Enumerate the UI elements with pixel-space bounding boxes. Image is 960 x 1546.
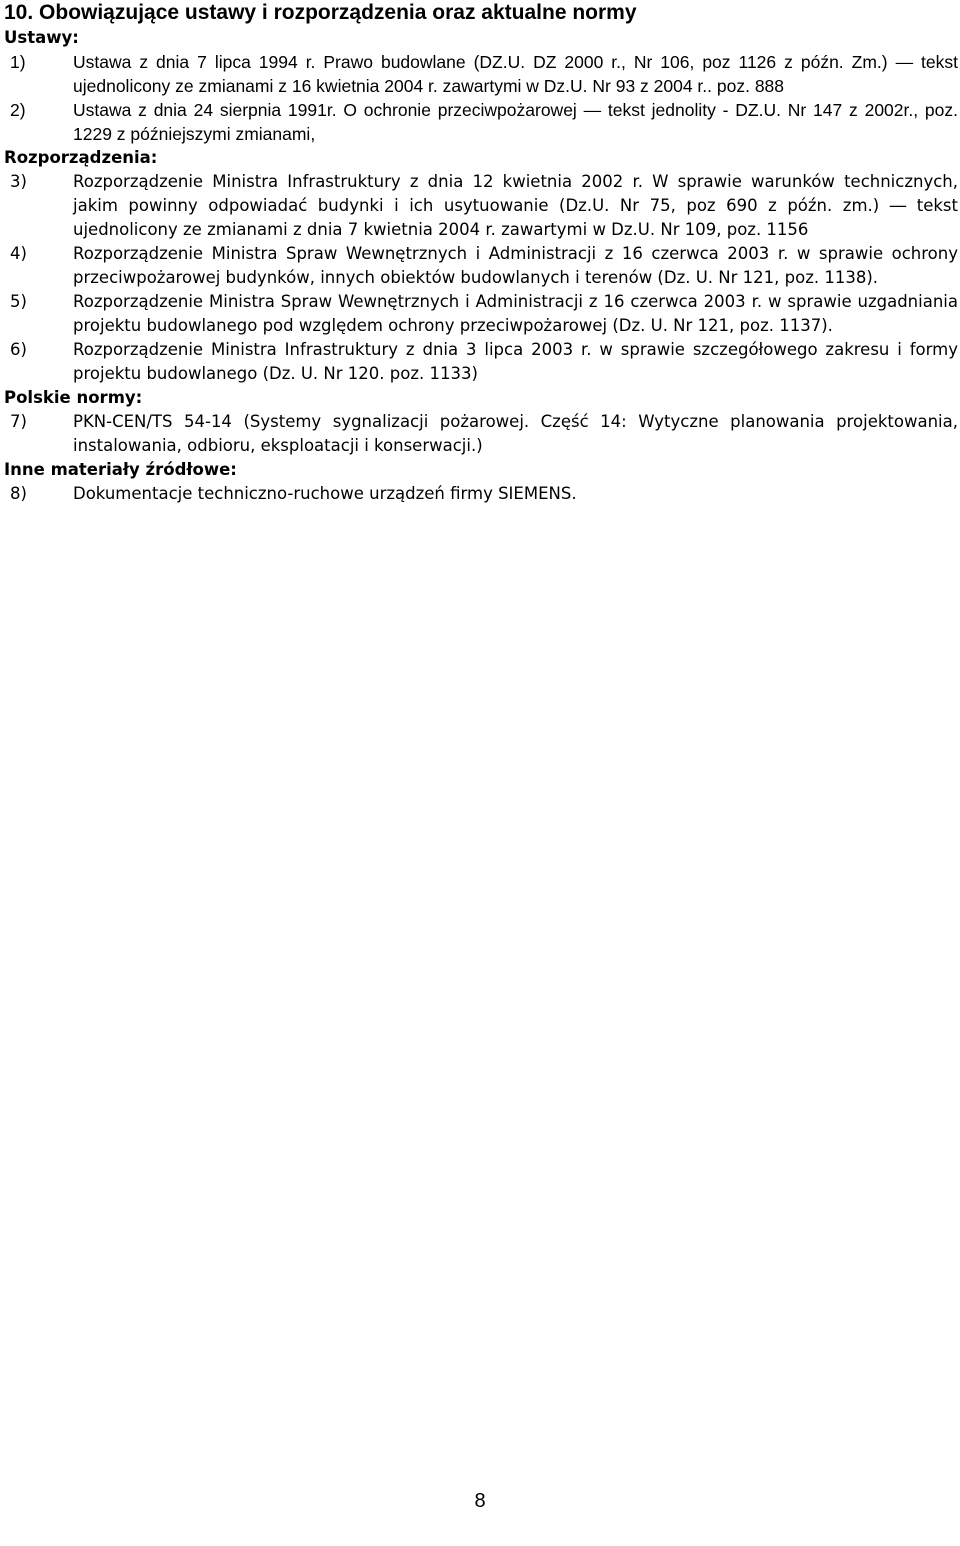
list-item-3 (4, 170, 958, 242)
list-item-6 (4, 338, 958, 386)
list-item-4 (4, 242, 958, 290)
item-number: 7) (10, 412, 27, 431)
rozporzadzenia-list (4, 170, 958, 386)
ustawy-list (4, 50, 958, 146)
item-number: 5) (10, 292, 27, 311)
item-text: Rozporządzenie Ministra Spraw Wewnętrznych i Administracji z 16 czerwca 2003 r. w sprawie ochrony przeciwpożarowej budynków, innych obiektów budowlanych i terenów (Dz. U. Nr 121, poz. 1138). (73, 244, 958, 287)
group-heading-rozporzadzenia: Rozporządzenia: (4, 148, 158, 167)
item-text: Rozporządzenie Ministra Infrastruktury z dnia 12 kwietnia 2002 r. W sprawie warunków technicznych, jakim powinny odpowiadać budynki i ich usytuowanie (Dz.U. Nr 75, poz 690 z późn. zm.) ― tekst ujednolicony ze zmianami z dnia 7 kwietnia 2004 r. zawartymi w Dz.U. Nr 109, poz. 1156 (73, 172, 958, 239)
item-number: 1) (10, 52, 26, 72)
list-item-2 (4, 98, 958, 146)
item-text: Dokumentacje techniczno-ruchowe urządzeń firmy SIEMENS. (73, 484, 577, 503)
item-text: PKN-CEN/TS 54-14 (Systemy sygnalizacji pożarowej. Część 14: Wytyczne planowania projektowania, instalowania, odbioru, eksploatacji i konserwacji.) (73, 412, 958, 455)
item-text: Rozporządzenie Ministra Infrastruktury z dnia 3 lipca 2003 r. w sprawie szczegółowego zakresu i formy projektu budowlanego (Dz. U. Nr 120. poz. 1133) (73, 340, 958, 383)
list-item-5 (4, 290, 958, 338)
item-text: Ustawa z dnia 7 lipca 1994 r. Prawo budowlane (DZ.U. DZ 2000 r., Nr 106, poz 1126 z późn. Zm.) ― tekst ujednolicony ze zmianami z 16 kwietnia 2004 r. zawartymi w Dz.U. Nr 93 z 2004 r.. poz. 888 (73, 52, 958, 96)
item-text: Rozporządzenie Ministra Spraw Wewnętrznych i Administracji z 16 czerwca 2003 r. w sprawie uzgadniania projektu budowlanego pod względem ochrony przeciwpożarowej (Dz. U. Nr 121, poz. 1137). (73, 292, 958, 335)
item-text: Ustawa z dnia 24 sierpnia 1991r. O ochronie przeciwpożarowej ― tekst jednolity - DZ.U. Nr 147 z 2002r., poz. 1229 z późniejszymi zmianami, (73, 100, 958, 144)
item-number: 2) (10, 100, 26, 120)
section-title: 10. Obowiązujące ustawy i rozporządzenia oraz aktualne normy (4, 1, 637, 24)
inne-list (4, 482, 958, 506)
page-number: 8 (474, 1490, 486, 1512)
list-item-8 (4, 482, 958, 506)
group-heading-inne: Inne materiały źródłowe: (4, 460, 237, 479)
item-number: 3) (10, 172, 27, 191)
group-heading-normy: Polskie normy: (4, 388, 143, 407)
list-item-7 (4, 410, 958, 458)
group-heading-ustawy: Ustawy: (4, 28, 79, 47)
normy-list (4, 410, 958, 458)
item-number: 8) (10, 484, 27, 503)
list-item-1 (4, 50, 958, 98)
item-number: 6) (10, 340, 27, 359)
item-number: 4) (10, 244, 27, 263)
document-page (4, 0, 958, 506)
